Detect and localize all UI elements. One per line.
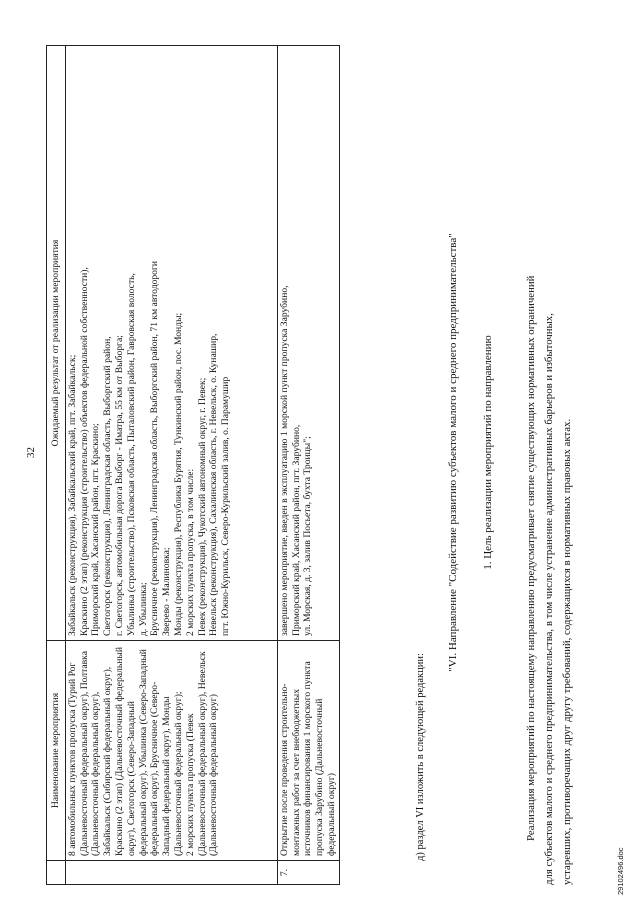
- result-line: ул. Морская, д. 3, залив Посьета, бухта Троицы";: [302, 436, 314, 636]
- result-line: Краскино (2 этап) (реконструкция (строительство) объектов федеральной собственности),: [78, 267, 90, 636]
- name-line: (Дальневосточный федеральный округ),: [90, 691, 102, 856]
- name-line: округ), Светогорск (Северо-Западный: [125, 701, 137, 856]
- result-line: Зверево - Малиновка;: [161, 547, 173, 636]
- result-line: завершено мероприятие, введен в эксплуатацию 1 морской пункт пропуска Зарубино,: [278, 285, 290, 636]
- result-line: пгт. Южно-Курильск, Северо-Курильский залив, о. Парамушир: [220, 376, 232, 636]
- result-line: Монды (реконструкция), Республика Бурятия, Тункинский район, пос. Монды;: [172, 312, 184, 636]
- subsection-title: 1. Цель реализации мероприятий по направлению: [482, 335, 494, 570]
- paragraph-line: для субъектов малого и среднего предпринимательства, в том числе устранение административных барьеров и избыточных,: [543, 313, 555, 885]
- table-row: [277, 46, 339, 885]
- name-line: (Дальневосточный федеральный округ);: [172, 691, 184, 856]
- amendment-item-d: д) раздел VI изложить в следующей редакции:: [415, 653, 426, 861]
- name-line: Краскино (2 этап) (Дальневосточный федеральный: [113, 647, 125, 856]
- header-number-cell: [47, 861, 66, 885]
- row-name-cell: [65, 641, 277, 861]
- name-line: Западный федеральный округ), Монды: [161, 696, 173, 856]
- name-line: (Дальневосточный федеральный округ), Невельск: [196, 651, 208, 856]
- result-line: Брусничное (реконструкция), Ленинградская область, Выборгский район, 71 км автодороги: [149, 260, 161, 636]
- row-name-cell: [277, 641, 339, 861]
- result-line: Певек (реконструкция), Чукотский автономный округ, г. Певек;: [196, 377, 208, 636]
- name-line: источников финансирования 1 морского пункта: [302, 661, 314, 856]
- name-line: монтажных работ за счет внебюджетных: [290, 688, 302, 856]
- header-result-cell: Ожидаемый результат от реализации мероприятия: [47, 46, 66, 641]
- section-title: "VI. Направление "Содействие развитию субъектов малого и среднего предпринимательства": [447, 233, 459, 672]
- paragraph-line: устаревших, противоречащих друг другу требований, содержащихся в нормативных правовых актах.: [561, 418, 573, 885]
- result-line: г. Светогорск, автомобильная дорога Выборг - Иматра, 55 км от Выборга;: [113, 335, 125, 636]
- name-line: Открытие после проведения строительно-: [278, 683, 290, 856]
- row-result-cell: [65, 46, 277, 641]
- measures-table: [46, 45, 340, 885]
- result-line: Светогорск (реконструкция), Ленинградская область, Выборгский район,: [102, 336, 114, 636]
- name-line: федеральный округ), Убылинка (Северо-Западный: [137, 649, 149, 856]
- row-number-cell: [65, 861, 277, 885]
- page-number: 32: [25, 447, 37, 458]
- result-line: Убылинка (строительство), Псковская область, Пыталовский район, Гавровская волость,: [125, 273, 137, 636]
- result-line: д. Убылинка;: [137, 582, 149, 636]
- name-line: федеральный округ): [325, 773, 337, 856]
- header-name-cell: Наименование мероприятия: [47, 641, 66, 861]
- table-row: [65, 46, 277, 885]
- name-line: 2 морских пункта пропуска (Певек: [184, 713, 196, 856]
- table-header-row: [47, 46, 66, 885]
- result-line: 2 морских пункта пропуска, в том числе:: [184, 468, 196, 636]
- name-line: (Дальневосточный федеральный округ): [208, 694, 220, 856]
- result-line: Невельск (реконструкция), Сахалинская область, г. Невельск, о. Кунашир,: [208, 333, 220, 636]
- name-line: Забайкальск (Сибирский федеральный округ),: [102, 666, 114, 856]
- name-line: пропуска Зарубино (Дальневосточный: [314, 698, 326, 856]
- row-number-cell: 7.: [277, 861, 339, 885]
- name-line: федеральный округ), Брусничное (Северо-: [149, 681, 161, 856]
- row-result-cell: [277, 46, 339, 641]
- paragraph-line: Реализация мероприятий по настоящему направлению предусматривает снятие существующих нормативных ограничений: [525, 275, 537, 841]
- body-paragraph: [522, 35, 576, 885]
- result-line: Забайкальск (реконструкция), Забайкальский край, пгт. Забайкальск;: [66, 354, 78, 636]
- name-line: 8 автомобильных пунктов пропуска (Турий Рог: [66, 662, 78, 856]
- result-line: Приморский край, Хасанский район, пгт. Краскино;: [90, 423, 102, 636]
- footer-file-code: 29102496.doc: [616, 847, 625, 895]
- name-line: (Дальневосточный федеральный округ), Полтавка: [78, 651, 90, 856]
- result-line: Приморский край, Хасанский район, пгт. Зарубино,: [290, 424, 302, 636]
